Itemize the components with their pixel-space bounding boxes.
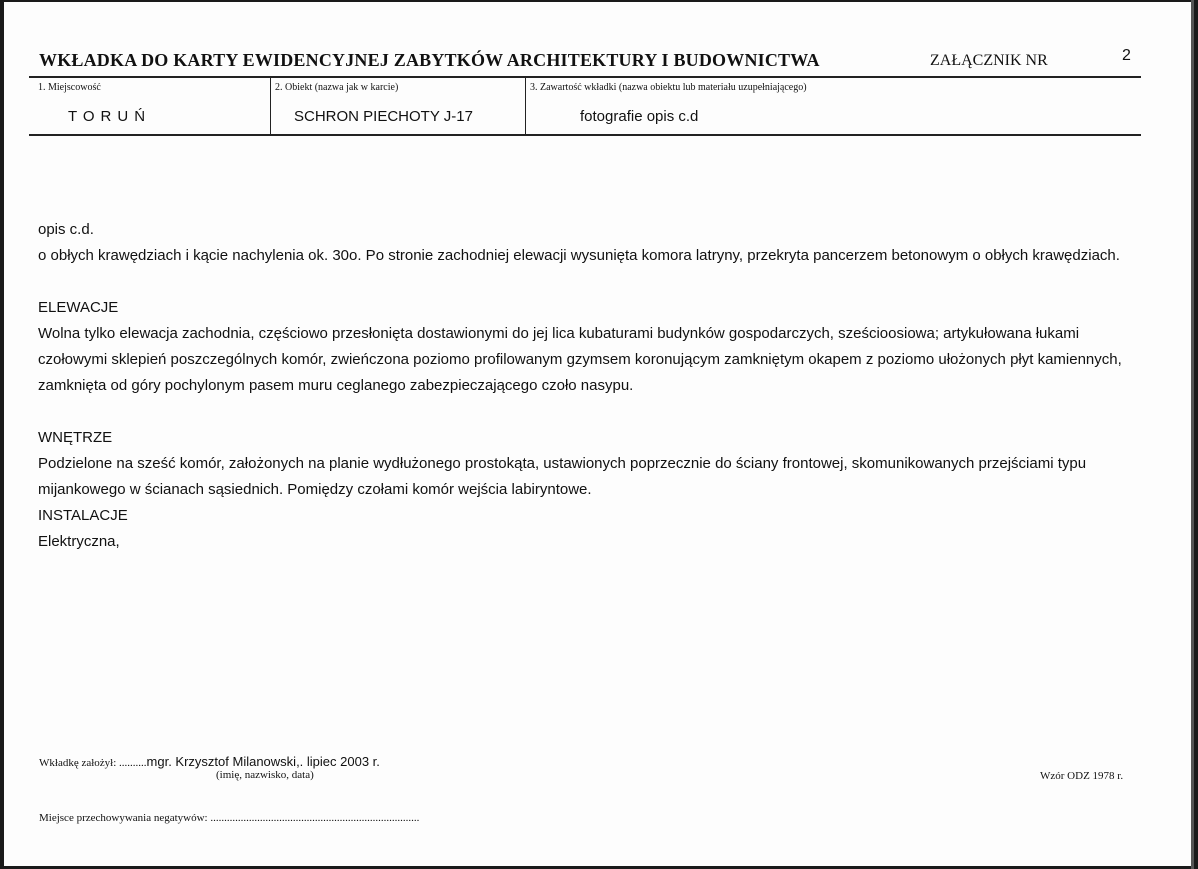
document-title: WKŁADKA DO KARTY EWIDENCYJNEJ ZABYTKÓW ARCHITEKTURY I BUDOWNICTWA <box>39 50 820 70</box>
content-label: 3. Zawartość wkładki (nazwa obiektu lub materiału uzupełniającego) <box>530 82 807 93</box>
object-value: SCHRON PIECHOTY J-17 <box>294 108 473 125</box>
paragraph-gap <box>38 399 1148 425</box>
description-body <box>38 217 1148 555</box>
interior-heading: WNĘTRZE <box>38 429 113 446</box>
field-divider-1 <box>270 77 271 135</box>
locality-label: 1. Miejscowość <box>38 82 101 93</box>
content-value: fotografie opis c.d <box>580 108 699 125</box>
intro-text: o obłych krawędziach i kącie nachylenia ok. 30o. Po stronie zachodniej elewacji wysunięta komora latryny, przekryta pancerzem betonowym o obłych krawędziach. <box>38 247 1120 264</box>
storage-label: Miejsce przechowywania negatywów: <box>39 812 208 824</box>
object-label: 2. Obiekt (nazwa jak w karcie) <box>275 82 399 93</box>
author-value: mgr. Krzysztof Milanowski,. lipiec 2003 r. <box>146 754 380 769</box>
annex-number: 2 <box>1122 47 1131 64</box>
storage-value: ............................................................................ <box>210 812 420 824</box>
annex-label: ZAŁĄCZNIK NR <box>930 52 1048 69</box>
author-label: Wkładkę założył: <box>39 757 117 769</box>
header-top-rule <box>29 76 1141 78</box>
scan-edge <box>1191 0 1194 869</box>
elevations-heading: ELEWACJE <box>38 299 119 316</box>
header-bottom-rule <box>29 134 1141 136</box>
elevations-text: Wolna tylko elewacja zachodnia, częściowo przesłonięta dostawionymi do jej lica kubaturami budynków gospodarczych, sześcioosiowa; artykułowana łukami czołowymi sklepień poszczególnych komór, zwieńczona poziomo profilowanym gzymsem koronującym zamkniętym okapem z poziomo ułożonych płyt kamiennych, zamknięta od góry pochylonym pasem muru ceglanego zabezpieczającego czoło nasypu. <box>38 325 1122 394</box>
intro-heading: opis c.d. <box>38 221 94 238</box>
document-sheet <box>4 2 1194 866</box>
installations-text: Elektryczna, <box>38 533 120 550</box>
field-divider-2 <box>525 77 526 135</box>
author-hint: (imię, nazwisko, data) <box>216 769 314 781</box>
author-line <box>39 754 380 769</box>
form-id: Wzór ODZ 1978 r. <box>1040 770 1124 782</box>
author-dots: .......... <box>119 757 147 769</box>
storage-line <box>39 812 419 824</box>
paragraph-gap <box>38 269 1148 295</box>
locality-value: TORUŃ <box>68 108 152 125</box>
interior-text: Podzielone na sześć komór, założonych na planie wydłużonego prostokąta, ustawionych poprzecznie do ściany frontowej, skomunikowanych przejściami typu mijankowego w ścianach sąsiednich. Pomiędzy czołami komór wejścia labiryntowe. <box>38 455 1087 498</box>
installations-heading: INSTALACJE <box>38 507 128 524</box>
